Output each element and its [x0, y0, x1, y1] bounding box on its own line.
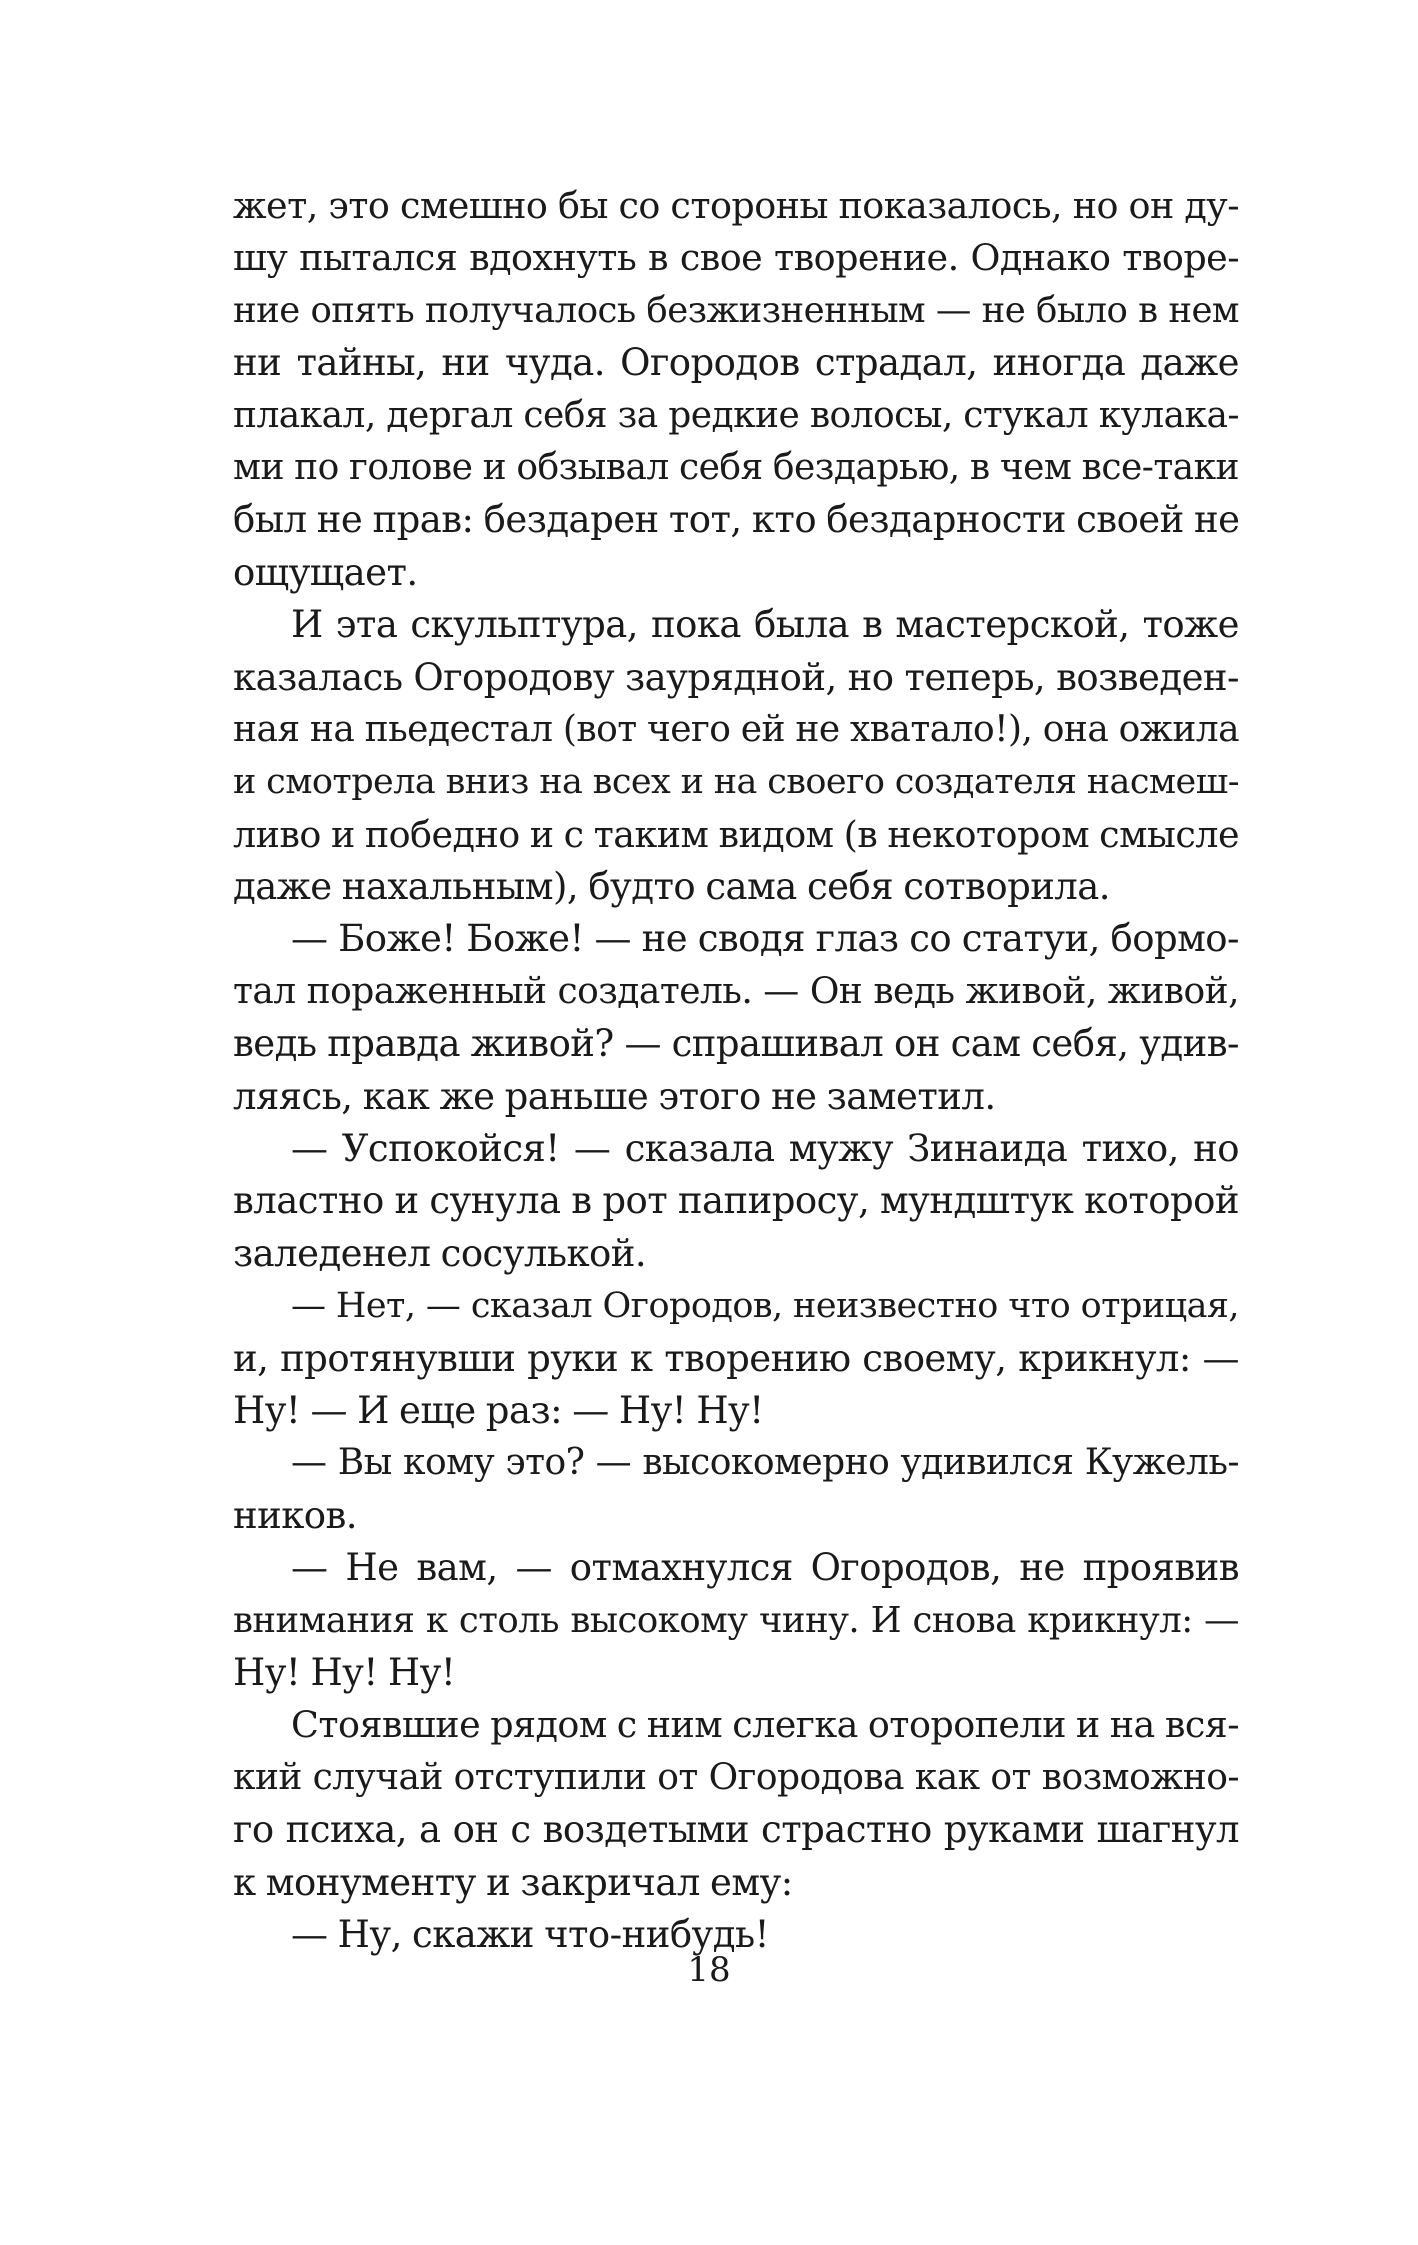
page-number: 18: [687, 1950, 731, 1990]
body-text: [233, 180, 1239, 1961]
text-line: ляясь, как же раньше этого не заметил.: [233, 1074, 996, 1118]
text-line: ощущает.: [233, 550, 418, 594]
text-line: ни тайны, ни чуда. Огородов страдал, иногда даже: [233, 341, 1239, 385]
text-line: был не прав: бездарен тот, кто бездарности своей не: [233, 498, 1240, 542]
text-line: — Нет, — сказал Огородов, неизвестно что отрицая,: [291, 1286, 1239, 1327]
text-line: — Не вам, — отмахнулся Огородов, не проявив: [291, 1546, 1239, 1590]
text-line: кий случай отступили от Огородова как от возможно-: [233, 1756, 1239, 1798]
text-line: го психа, а он с воздетыми страстно руками шагнул: [233, 1808, 1239, 1852]
text-line: внимания к столь высокому чину. И снова крикнул: —: [233, 1599, 1239, 1641]
text-line: шу пытался вдохнуть в свое творение. Однако творе-: [233, 236, 1239, 280]
text-line: жет, это смешно бы со стороны показалось, но он ду-: [233, 184, 1239, 227]
text-line: ми по голове и обзывал себя бездарью, в чем все-таки: [233, 446, 1239, 488]
text-line: и смотрела вниз на всех и на своего создателя насмеш-: [233, 762, 1239, 803]
text-line: — Боже! Боже! — не сводя глаз со статуи, бормо-: [291, 917, 1239, 961]
text-line: ведь правда живой? — спрашивал он сам себя, удив-: [233, 1022, 1239, 1066]
text-line: ливо и победно и с таким видом (в некотором смысле: [233, 812, 1239, 856]
text-line: заледенел сосулькой.: [233, 1231, 647, 1275]
text-line: Ну! Ну! Ну!: [233, 1650, 456, 1694]
text-line: ная на пьедестал (вот чего ей не хватало!), она ожила: [233, 708, 1239, 750]
text-line: ников.: [233, 1493, 358, 1537]
text-line: Ну! — И еще раз: — Ну! Ну!: [233, 1388, 764, 1432]
text-line: к монументу и закричал ему:: [233, 1860, 793, 1904]
text-line: и, протянувши руки к творению своему, крикнул: —: [233, 1336, 1239, 1380]
text-line: ние опять получалось безжизненным — не было в нем: [233, 289, 1239, 331]
text-line: Стоявшие рядом с ним слегка оторопели и на вся-: [291, 1703, 1239, 1747]
text-line: даже нахальным), будто сама себя сотворила.: [233, 865, 1110, 909]
text-line: И эта скульптура, пока была в мастерской, тоже: [291, 603, 1239, 647]
text-line: властно и сунула в рот папиросу, мундштук которой: [233, 1179, 1239, 1223]
text-line: плакал, дергал себя за редкие волосы, стукал кулака-: [233, 394, 1239, 436]
text-line: казалась Огородову заурядной, но теперь, возведен-: [233, 655, 1239, 699]
text-line: — Ну, скажи что-нибудь!: [291, 1912, 769, 1956]
text-line: — Вы кому это? — высокомерно удивился Кужель-: [291, 1442, 1239, 1484]
text-line: тал пораженный создатель. — Он ведь живой, живой,: [233, 970, 1239, 1012]
text-line: — Успокойся! — сказала мужу Зинаида тихо, но: [291, 1127, 1239, 1171]
